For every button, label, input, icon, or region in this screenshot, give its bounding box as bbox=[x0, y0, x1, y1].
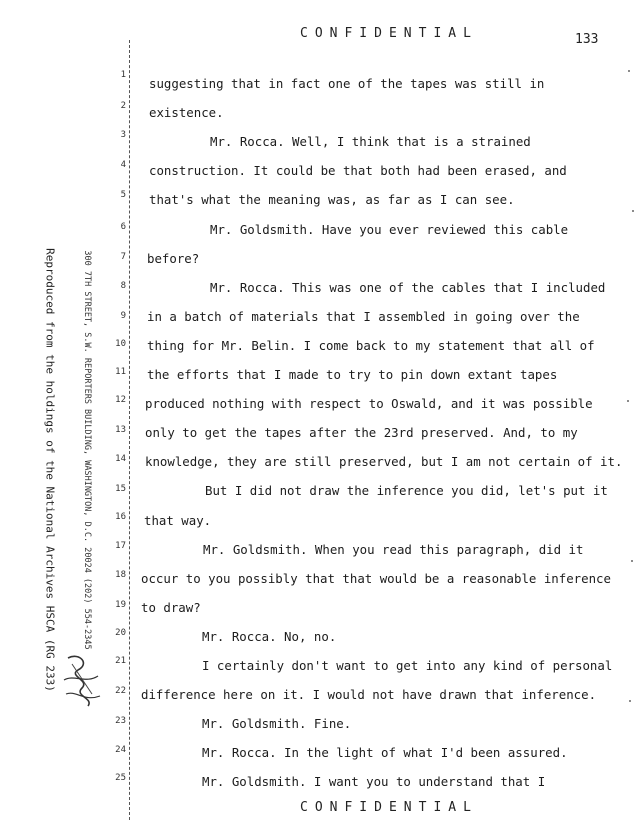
line-number: 4 bbox=[120, 160, 126, 170]
line-number: 24 bbox=[115, 745, 126, 755]
transcript-line: Mr. Rocca. In the light of what I'd been assured. bbox=[202, 745, 568, 761]
transcript-line: that way. bbox=[144, 512, 212, 528]
line-number: 25 bbox=[115, 773, 126, 783]
transcript-line: only to get the tapes after the 23rd preserved. And, to my bbox=[145, 425, 578, 441]
scan-speck bbox=[631, 560, 633, 562]
transcript-line: difference here on it. I would not have drawn that inference. bbox=[141, 687, 597, 703]
transcript-line: Mr. Goldsmith. When you read this paragraph, did it bbox=[203, 541, 584, 557]
transcript-line: occur to you possibly that that would be a reasonable inference bbox=[141, 570, 611, 586]
transcript-line: Mr. Rocca. Well, I think that is a strained bbox=[210, 134, 531, 150]
scan-speck bbox=[628, 70, 630, 72]
transcript-line: Mr. Goldsmith. Have you ever reviewed this cable bbox=[210, 221, 569, 237]
archive-reproduction-note: Reproduced from the holdings of the National Archives HSCA (RG 233) bbox=[43, 248, 57, 692]
transcript-line: Mr. Goldsmith. I want you to understand that I bbox=[202, 774, 546, 790]
line-number: 15 bbox=[115, 484, 126, 494]
line-number: 22 bbox=[115, 686, 126, 696]
transcript-line: the efforts that I made to try to pin down extant tapes bbox=[147, 367, 558, 382]
header-confidential: CONFIDENTIAL bbox=[300, 26, 478, 41]
line-number: 16 bbox=[115, 512, 126, 522]
transcript-line: Mr. Goldsmith. Fine. bbox=[202, 716, 352, 732]
transcript-line: knowledge, they are still preserved, but I am not certain of it. bbox=[145, 454, 623, 470]
transcript-line: Mr. Rocca. No, no. bbox=[202, 628, 337, 644]
signature-stamp-icon bbox=[60, 650, 104, 710]
transcript-line: I certainly don't want to get into any kind of personal bbox=[202, 658, 613, 673]
transcript-line: in a batch of materials that I assembled in going over the bbox=[147, 308, 580, 324]
line-number: 6 bbox=[120, 222, 126, 232]
transcript-line: that's what the meaning was, as far as I can see. bbox=[149, 192, 515, 208]
line-number: 11 bbox=[115, 367, 126, 377]
transcript-line: existence. bbox=[149, 105, 224, 121]
line-number: 17 bbox=[115, 541, 126, 551]
line-number: 1 bbox=[120, 70, 126, 80]
line-number: 20 bbox=[115, 628, 126, 638]
line-number: 23 bbox=[115, 716, 126, 726]
line-number: 19 bbox=[115, 600, 126, 610]
transcript-line: construction. It could be that both had been erased, and bbox=[149, 163, 567, 179]
transcript-line: before? bbox=[147, 250, 200, 266]
footer-confidential: CONFIDENTIAL bbox=[300, 800, 478, 815]
margin-rule bbox=[129, 40, 131, 820]
page-number: 133 bbox=[575, 32, 599, 47]
transcript-line: suggesting that in fact one of the tapes was still in bbox=[149, 76, 545, 91]
transcript-line: Mr. Rocca. This was one of the cables that I included bbox=[210, 279, 606, 295]
line-number: 18 bbox=[115, 570, 126, 580]
line-number: 5 bbox=[120, 190, 126, 200]
line-number: 7 bbox=[120, 252, 126, 262]
line-number: 14 bbox=[115, 454, 126, 464]
line-number: 21 bbox=[115, 656, 126, 666]
line-number: 2 bbox=[120, 101, 126, 111]
line-number: 8 bbox=[120, 281, 126, 291]
transcript-line: produced nothing with respect to Oswald, and it was possible bbox=[145, 396, 593, 412]
line-number: 13 bbox=[115, 425, 126, 435]
scan-speck bbox=[627, 400, 629, 402]
reporter-address: 300 7TH STREET, S.W. REPORTERS BUILDING, WASHINGTON, D.C. 20024 (202) 554-2345 bbox=[82, 250, 92, 650]
scan-speck bbox=[632, 210, 634, 212]
scan-speck bbox=[629, 700, 631, 702]
line-number: 12 bbox=[115, 395, 126, 405]
transcript-line: thing for Mr. Belin. I come back to my statement that all of bbox=[147, 337, 595, 353]
line-number: 3 bbox=[120, 130, 126, 140]
transcript-line: But I did not draw the inference you did, let's put it bbox=[205, 483, 608, 499]
transcript-line: to draw? bbox=[141, 599, 201, 615]
line-number: 10 bbox=[115, 339, 126, 349]
line-number: 9 bbox=[120, 311, 126, 321]
